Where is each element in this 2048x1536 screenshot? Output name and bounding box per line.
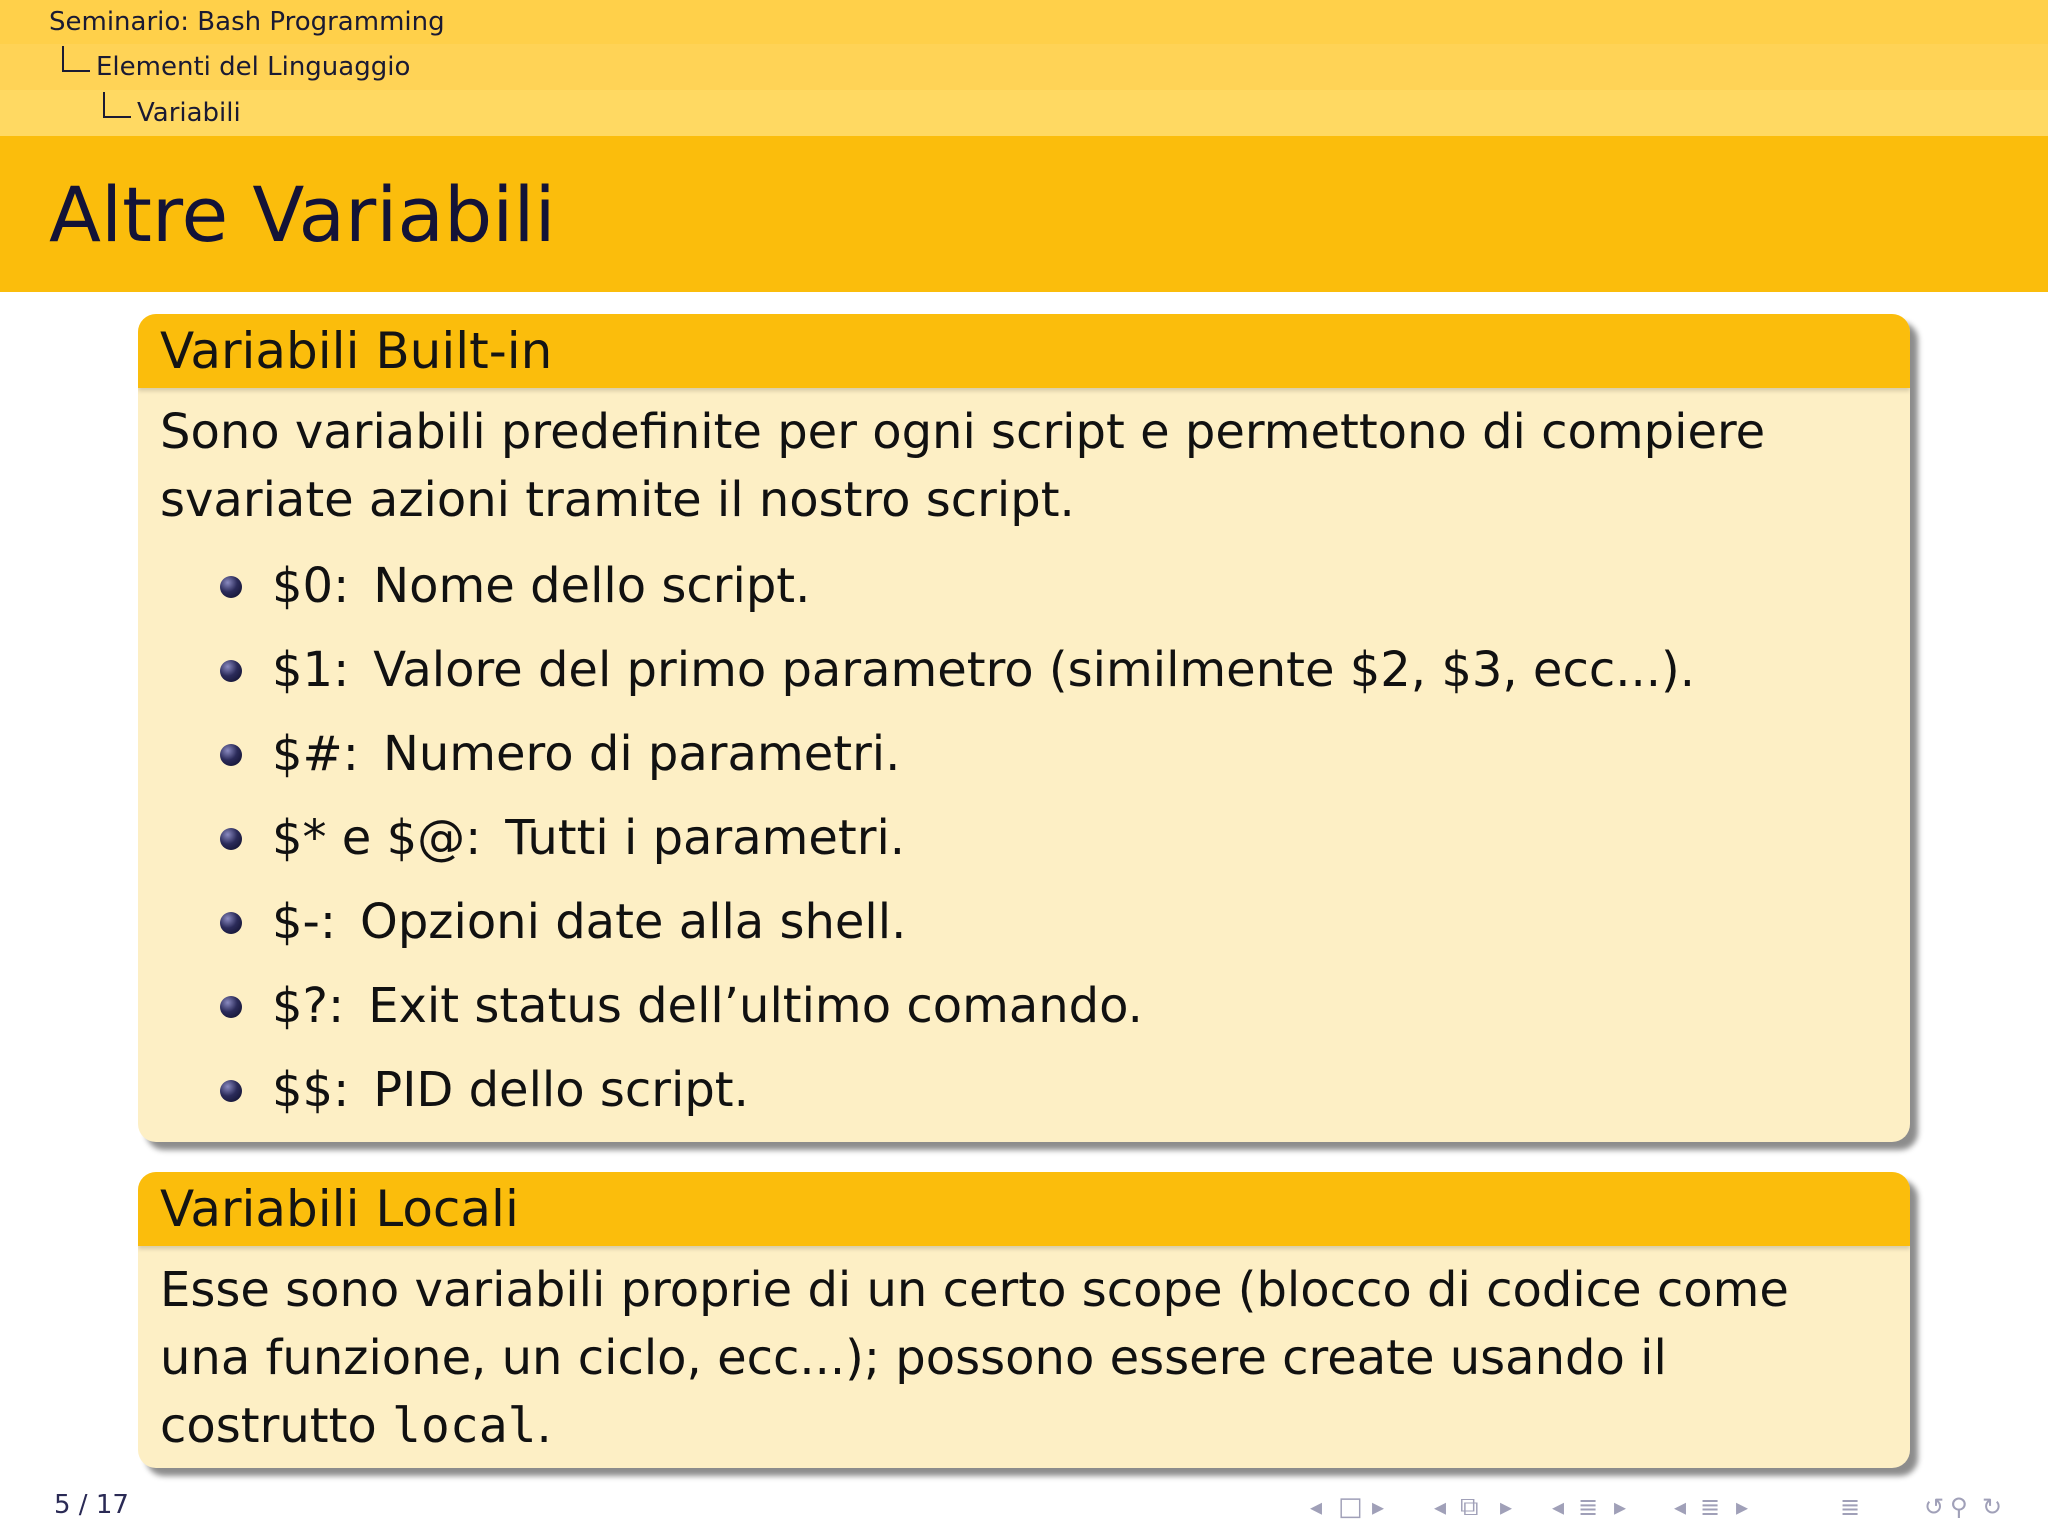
bullet-icon (220, 996, 242, 1018)
list-item (220, 1056, 1888, 1124)
bullet-icon (220, 660, 242, 682)
breadcrumb-level3[interactable] (0, 90, 2048, 136)
breadcrumb-level2[interactable] (0, 44, 2048, 90)
breadcrumb-level1[interactable] (0, 0, 2048, 44)
item-symbol: $?: (272, 978, 345, 1034)
nav-right-arrow-icon[interactable]: ▸ (1736, 1493, 1749, 1521)
bullet-icon (220, 576, 242, 598)
item-text: Numero di parametri. (382, 726, 901, 782)
block-builtin-intro: Sono variabili predefinite per ogni script e permettono di compiere svariate azioni tramite il nostro script. (160, 404, 1766, 528)
title-bar (0, 136, 2048, 292)
locali-trailing: . (536, 1398, 552, 1454)
bullet-icon (220, 912, 242, 934)
breadcrumb-section[interactable]: Elementi del Linguaggio (96, 52, 411, 82)
tree-corner-icon (103, 92, 131, 118)
item-text: Tutti i parametri. (505, 810, 906, 866)
item-symbol: $$: (272, 1062, 350, 1118)
item-text: Nome dello script. (373, 558, 811, 614)
item-text: Opzioni date alla shell. (360, 894, 907, 950)
bullet-icon (220, 828, 242, 850)
tree-corner-icon (62, 46, 90, 72)
navigation-bar (1310, 1490, 2030, 1524)
page-number: 5 / 17 (54, 1490, 129, 1520)
list-item (220, 804, 1888, 872)
back-icon[interactable]: ↺ (1924, 1493, 1945, 1521)
block-locali (138, 1172, 1910, 1468)
slide-title: Altre Variabili (49, 169, 556, 259)
item-symbol: $0: (272, 558, 350, 614)
item-symbol: $* e $@: (272, 810, 482, 866)
list-item (220, 972, 1888, 1040)
locali-text: Esse sono variabili proprie di un certo scope (blocco di codice come una funzione, un ciclo, ecc...); possono essere create usando il costrutto (160, 1262, 1789, 1454)
forward-icon[interactable]: ↻ (1982, 1493, 2003, 1521)
code-local: local (392, 1398, 537, 1454)
item-text: Exit status dell’ultimo comando. (368, 978, 1143, 1034)
nav-left-arrow-icon[interactable]: ◂ (1310, 1493, 1323, 1521)
breadcrumb-presentation[interactable]: Seminario: Bash Programming (49, 7, 445, 37)
list-item (220, 552, 1888, 620)
subsection-icon[interactable]: ⧉ (1460, 1492, 1479, 1522)
block-builtin-title: Variabili Built-in (138, 314, 1910, 388)
nav-left-arrow-icon[interactable]: ◂ (1552, 1493, 1565, 1521)
block-builtin (138, 314, 1910, 1142)
block-locali-title: Variabili Locali (138, 1172, 1910, 1246)
nav-left-arrow-icon[interactable]: ◂ (1434, 1493, 1447, 1521)
breadcrumb-subsection[interactable]: Variabili (137, 98, 241, 128)
nav-right-arrow-icon[interactable]: ▸ (1614, 1493, 1627, 1521)
builtin-list (160, 552, 1888, 1124)
frame-icon[interactable]: □ (1338, 1492, 1363, 1522)
bullet-icon (220, 744, 242, 766)
toc-icon[interactable]: ≣ (1840, 1493, 1861, 1521)
item-text: Valore del primo parametro (similmente $2, $3, ecc...). (373, 642, 1695, 698)
item-symbol: $#: (272, 726, 359, 782)
nav-right-arrow-icon[interactable]: ▸ (1500, 1493, 1513, 1521)
slide-icon[interactable]: ≣ (1700, 1493, 1721, 1521)
list-item (220, 720, 1888, 788)
bullet-icon (220, 1080, 242, 1102)
list-item (220, 636, 1888, 704)
nav-left-arrow-icon[interactable]: ◂ (1674, 1493, 1687, 1521)
list-item (220, 888, 1888, 956)
item-symbol: $-: (272, 894, 337, 950)
block-locali-body (138, 1246, 1910, 1460)
nav-right-arrow-icon[interactable]: ▸ (1372, 1493, 1385, 1521)
search-icon[interactable]: ⚲ (1950, 1493, 1968, 1521)
item-symbol: $1: (272, 642, 350, 698)
block-builtin-body (138, 388, 1910, 1124)
section-icon[interactable]: ≣ (1578, 1493, 1599, 1521)
block-locali-text (160, 1256, 1888, 1460)
item-text: PID dello script. (373, 1062, 749, 1118)
